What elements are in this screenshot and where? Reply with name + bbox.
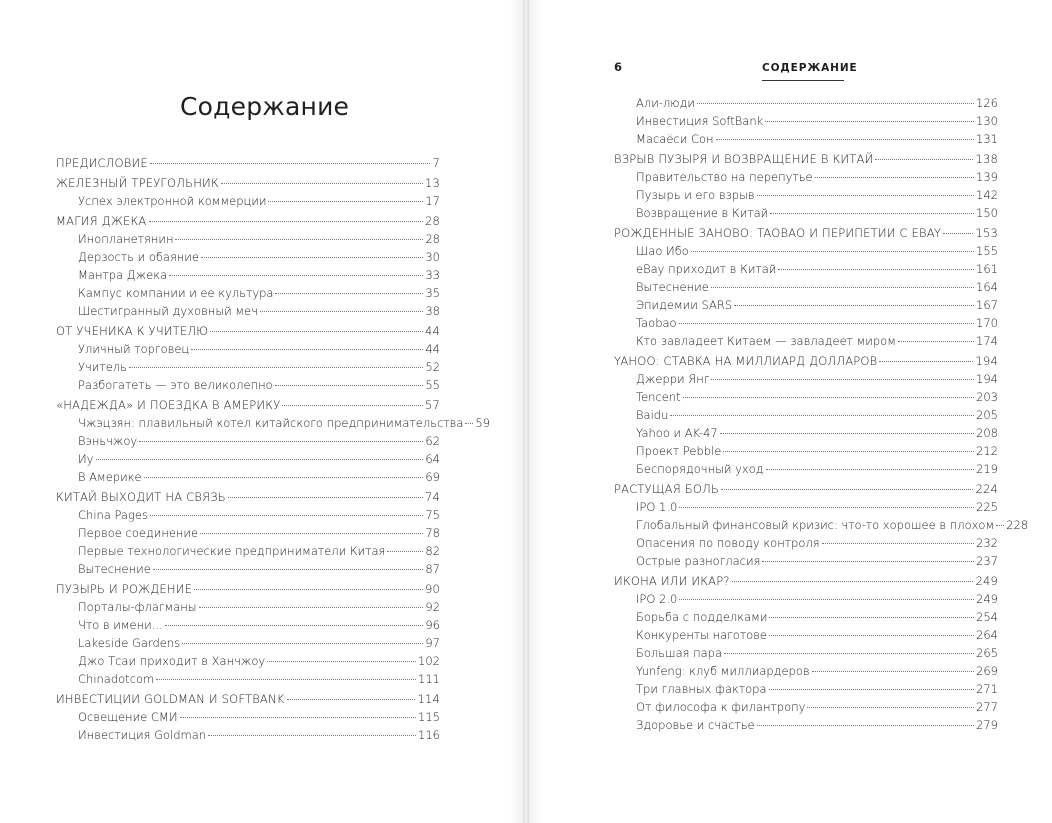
dot-leader [228, 497, 423, 498]
toc-entry-label: КИТАЙ ВЫХОДИТ НА СВЯЗЬ [56, 490, 226, 504]
dot-leader [996, 525, 1004, 526]
toc-entry-page-number: 74 [424, 490, 440, 504]
toc-entry-page-number: 164 [976, 280, 998, 294]
dot-leader [150, 515, 423, 516]
dot-leader [156, 679, 416, 680]
toc-section-entry [614, 662, 998, 680]
dot-leader [778, 269, 974, 270]
toc-entry-page-number: 111 [418, 672, 440, 686]
toc-entry-label: Порталы-флагманы [78, 600, 197, 614]
dot-leader [879, 361, 973, 362]
toc-section-entry [56, 302, 440, 320]
toc-chapter-entry [56, 154, 440, 172]
right-page [529, 0, 1052, 823]
dot-leader [679, 507, 974, 508]
toc-entry-page-number: 116 [418, 728, 440, 742]
toc-section-entry [614, 186, 998, 204]
toc-entry-label: «НАДЕЖДА» И ПОЕЗДКА В АМЕРИКУ [56, 398, 281, 412]
toc-entry-label: МАГИЯ ДЖЕКА [56, 214, 147, 228]
dot-leader [765, 121, 974, 122]
toc-entry-page-number: 249 [975, 574, 998, 588]
toc-entry-label: Первое соединение [78, 526, 199, 540]
toc-entry-page-number: 194 [975, 354, 998, 368]
toc-entry-page-number: 87 [425, 562, 440, 576]
toc-section-entry [614, 388, 998, 406]
dot-leader [199, 607, 424, 608]
toc-entry-label: Первые технологические предприниматели Китая [78, 544, 386, 558]
dot-leader [766, 469, 974, 470]
toc-entry-page-number: 114 [417, 692, 440, 706]
toc-entry-label: Yahoo и AK-47 [636, 426, 718, 440]
dot-leader [153, 569, 424, 570]
toc-entry-label: China Pages [78, 508, 148, 522]
toc-section-entry [56, 652, 440, 670]
dot-leader [275, 293, 423, 294]
toc-chapter-entry [614, 352, 998, 370]
toc-entry-page-number: 82 [425, 544, 440, 558]
left-page [0, 0, 523, 823]
toc-section-entry [56, 266, 440, 284]
dot-leader [812, 671, 974, 672]
toc-entry-label: Уличный торговец [78, 342, 190, 356]
dot-leader [210, 331, 423, 332]
toc-entry-page-number: 155 [976, 244, 998, 258]
toc-section-entry [614, 552, 998, 570]
dot-leader [165, 625, 424, 626]
toc-entry-label: Разбогатеть — это великолепно [78, 378, 273, 392]
toc-entry-page-number: 131 [976, 132, 998, 146]
toc-entry-page-number: 96 [425, 618, 440, 632]
toc-entry-label: Инвестиция SoftBank [636, 114, 764, 128]
dot-leader [691, 251, 974, 252]
toc-entry-label: Шестигранный духовный меч [78, 304, 258, 318]
toc-entry-label: РОЖДЕННЫЕ ЗАНОВО: TAOBAO И ПЕРИПЕТИИ С EBAY [614, 226, 942, 240]
toc-entry-page-number: 161 [976, 262, 998, 276]
toc-chapter-entry [614, 224, 998, 242]
toc-entry-page-number: 219 [976, 462, 998, 476]
dot-leader [275, 385, 424, 386]
toc-entry-page-number: 224 [975, 482, 998, 496]
toc-entry-label: IPO 2.0 [636, 592, 678, 606]
toc-entry-label: Борьба с подделками [636, 610, 768, 624]
toc-entry-label: ИНВЕСТИЦИИ GOLDMAN И SOFTBANK [56, 692, 285, 706]
toc-section-entry [614, 296, 998, 314]
toc-entry-page-number: 249 [976, 592, 998, 606]
page-shadow [529, 0, 543, 823]
page-shadow [509, 0, 523, 823]
toc-entry-label: Большая пара [636, 646, 723, 660]
toc-section-entry [614, 278, 998, 296]
toc-section-entry [614, 680, 998, 698]
dot-leader [822, 543, 975, 544]
dot-leader [182, 643, 423, 644]
toc-entry-page-number: 142 [976, 188, 998, 202]
dot-leader [144, 477, 424, 478]
toc-entry-page-number: 153 [975, 226, 998, 240]
toc-entry-label: Tencent [636, 390, 681, 404]
dot-leader [769, 635, 974, 636]
dot-leader [387, 551, 423, 552]
toc-section-entry [56, 468, 440, 486]
toc-section-entry [614, 442, 998, 460]
toc-entry-page-number: 271 [976, 682, 998, 696]
toc-entry-label: Чжэцзян: плавильный котел китайского предпринимательства [78, 416, 464, 430]
toc-entry-label: Опасения по поводу контроля [636, 536, 820, 550]
toc-entry-label: Масаёси Сон [636, 132, 714, 146]
toc-entry-label: Вытеснение [636, 280, 709, 294]
toc-section-entry [614, 608, 998, 626]
toc-entry-page-number: 62 [425, 434, 440, 448]
toc-entry-page-number: 28 [424, 214, 440, 228]
toc-chapter-entry [56, 396, 440, 414]
dot-leader [679, 323, 974, 324]
toc-entry-page-number: 57 [424, 398, 440, 412]
dot-leader [757, 725, 974, 726]
toc-entry-label: Chinadotcom [78, 672, 155, 686]
toc-section-entry [614, 94, 998, 112]
dot-leader [465, 423, 473, 424]
toc-entry-label: Али-люди [636, 96, 695, 110]
toc-section-entry [614, 242, 998, 260]
toc-entry-label: Вытеснение [78, 562, 151, 576]
dot-leader [723, 451, 974, 452]
toc-entry-label: Проект Pebble [636, 444, 722, 458]
toc-entry-label: Конкуренты наготове [636, 628, 768, 642]
toc-section-entry [56, 506, 440, 524]
toc-section-entry [614, 168, 998, 186]
toc-entry-page-number: 254 [976, 610, 998, 624]
toc-entry-page-number: 265 [976, 646, 998, 660]
toc-entry-page-number: 69 [425, 470, 440, 484]
dot-leader [96, 459, 424, 460]
toc-entry-page-number: 228 [1006, 518, 1029, 532]
toc-entry-label: IPO 1.0 [636, 500, 678, 514]
toc-section-entry [614, 698, 998, 716]
dot-leader [150, 163, 431, 164]
dot-leader [149, 221, 423, 222]
toc-entry-label: Taobao [636, 316, 677, 330]
dot-leader [221, 183, 423, 184]
toc-section-entry [614, 460, 998, 478]
dot-leader [191, 349, 423, 350]
toc-entry-label: Возвращение в Китай [636, 206, 769, 220]
toc-entry-label: Дерзость и обаяние [78, 250, 199, 264]
toc-chapter-entry [56, 212, 440, 230]
toc-section-entry [614, 204, 998, 222]
toc-entry-label: ПРЕДИСЛОВИЕ [56, 156, 148, 170]
toc-entry-page-number: 264 [976, 628, 998, 642]
dot-leader [757, 195, 974, 196]
toc-entry-label: YAHOO: СТАВКА НА МИЛЛИАРД ДОЛЛАРОВ [614, 354, 878, 368]
toc-entry-label: eBay приходит в Китай [636, 262, 777, 276]
dot-leader [180, 717, 417, 718]
dot-leader [670, 415, 974, 416]
dot-leader [679, 599, 974, 600]
toc-section-entry [56, 284, 440, 302]
toc-section-entry [614, 314, 998, 332]
toc-entry-label: Lakeside Gardens [78, 636, 181, 650]
toc-chapter-entry [56, 580, 440, 598]
toc-section-entry [614, 590, 998, 608]
toc-chapter-entry [56, 690, 440, 708]
toc-entry-page-number: 13 [424, 176, 440, 190]
toc-section-entry [56, 616, 440, 634]
running-title: СОДЕРЖАНИЕ [762, 62, 858, 74]
toc-section-entry [56, 726, 440, 744]
dot-leader [711, 379, 974, 380]
toc-section-entry [56, 634, 440, 652]
toc-entry-page-number: 90 [424, 582, 440, 596]
toc-section-entry [614, 130, 998, 148]
toc-entry-page-number: 237 [976, 554, 998, 568]
toc-section-entry [56, 230, 440, 248]
toc-entry-label: Беспорядочный уход [636, 462, 764, 476]
toc-entry-label: Глобальный финансовый кризис: что-то хорошее в плохом [636, 518, 995, 532]
toc-entry-label: Кампус компании и ее культура [78, 286, 274, 300]
dot-leader [943, 233, 973, 234]
toc-chapter-entry [614, 480, 998, 498]
toc-entry-page-number: 139 [976, 170, 998, 184]
toc-entry-page-number: 150 [976, 206, 998, 220]
toc-entry-page-number: 44 [425, 342, 440, 356]
toc-section-entry [614, 370, 998, 388]
toc-entry-page-number: 30 [425, 250, 440, 264]
toc-entry-label: Успех электронной коммерции [78, 194, 267, 208]
toc-entry-page-number: 35 [425, 286, 440, 300]
toc-entry-label: ОТ УЧЕНИКА К УЧИТЕЛЮ [56, 324, 209, 338]
toc-entry-label: Правительство на перепутье [636, 170, 813, 184]
dot-leader [898, 341, 974, 342]
toc-section-entry [56, 598, 440, 616]
toc-section-entry [56, 340, 440, 358]
toc-section-entry [614, 626, 998, 644]
toc-section-entry [56, 376, 440, 394]
dot-leader [208, 735, 416, 736]
dot-leader [711, 287, 974, 288]
toc-entry-page-number: 205 [976, 408, 998, 422]
toc-entry-page-number: 138 [975, 152, 998, 166]
dot-leader [762, 561, 974, 562]
toc-entry-page-number: 167 [976, 298, 998, 312]
toc-entry-page-number: 59 [475, 416, 491, 430]
toc-section-entry [614, 716, 998, 734]
page-number: 6 [614, 60, 623, 74]
dot-leader [720, 433, 974, 434]
dot-leader [268, 201, 423, 202]
toc-section-entry [56, 560, 440, 578]
toc-entry-label: Джо Тсаи приходит в Ханчжоу [78, 654, 266, 668]
running-head [614, 60, 998, 82]
toc-entry-label: Учитель [78, 360, 127, 374]
toc-entry-page-number: 28 [425, 232, 440, 246]
dot-leader [807, 707, 974, 708]
toc-entry-page-number: 225 [976, 500, 998, 514]
toc-entry-page-number: 232 [976, 536, 998, 550]
toc-entry-page-number: 55 [425, 378, 440, 392]
toc-section-entry [56, 358, 440, 376]
dot-leader [721, 489, 973, 490]
toc-entry-label: ИКОНА ИЛИ ИКАР? [614, 574, 730, 588]
toc-entry-page-number: 208 [976, 426, 998, 440]
toc-entry-page-number: 64 [425, 452, 440, 466]
toc-section-entry [56, 414, 491, 432]
toc-entry-label: Шао Ибо [636, 244, 689, 258]
toc-entry-page-number: 130 [976, 114, 998, 128]
dot-leader [769, 689, 975, 690]
dot-leader [129, 367, 423, 368]
toc-entry-page-number: 92 [425, 600, 440, 614]
toc-entry-page-number: 7 [432, 156, 440, 170]
dot-leader [815, 177, 974, 178]
dot-leader [769, 617, 974, 618]
toc-title: Содержание [180, 92, 350, 121]
toc-section-entry [614, 406, 998, 424]
toc-entry-label: Иу [78, 452, 94, 466]
toc-entry-page-number: 212 [976, 444, 998, 458]
toc-entry-page-number: 126 [976, 96, 998, 110]
toc-entry-label: Инвестиция Goldman [78, 728, 207, 742]
toc-chapter-entry [56, 322, 440, 340]
toc-section-entry [614, 332, 998, 350]
toc-entry-label: Освещение СМИ [78, 710, 178, 724]
toc-section-entry [614, 534, 998, 552]
toc-section-entry [56, 192, 440, 210]
dot-leader [169, 275, 423, 276]
toc-entry-label: В Америке [78, 470, 142, 484]
toc-chapter-entry [56, 174, 440, 192]
dot-leader [734, 305, 974, 306]
toc-entry-page-number: 75 [425, 508, 440, 522]
toc-entry-label: Пузырь и его взрыв [636, 188, 755, 202]
toc-entry-label: Мантра Джека [78, 268, 168, 282]
toc-entry-page-number: 279 [976, 718, 998, 732]
dot-leader [260, 311, 423, 312]
dot-leader [139, 441, 423, 442]
toc-entry-label: Здоровье и счастье [636, 718, 755, 732]
toc-chapter-entry [56, 488, 440, 506]
toc-entry-label: Эпидемии SARS [636, 298, 733, 312]
dot-leader [724, 653, 974, 654]
toc-chapter-entry [614, 150, 998, 168]
toc-entry-label: ЖЕЛЕЗНЫЙ ТРЕУГОЛЬНИК [56, 176, 219, 190]
toc-entry-page-number: 78 [425, 526, 440, 540]
toc-entry-label: Вэньчжоу [78, 434, 138, 448]
toc-section-entry [614, 260, 998, 278]
toc-section-entry [56, 708, 440, 726]
dot-leader [282, 405, 423, 406]
toc-entry-label: Кто завладеет Китаем — завладеет миром [636, 334, 896, 348]
toc-entry-label: РАСТУЩАЯ БОЛЬ [614, 482, 720, 496]
toc-list-right [614, 94, 1029, 734]
toc-entry-page-number: 203 [976, 390, 998, 404]
toc-entry-label: Джерри Янг [636, 372, 710, 386]
dot-leader [200, 533, 423, 534]
toc-section-entry [56, 670, 440, 688]
toc-section-entry [614, 516, 1029, 534]
toc-entry-page-number: 174 [976, 334, 998, 348]
toc-entry-label: Что в имени... [78, 618, 163, 632]
toc-entry-page-number: 277 [976, 700, 998, 714]
toc-section-entry [614, 644, 998, 662]
toc-entry-page-number: 52 [425, 360, 440, 374]
toc-entry-label: Baidu [636, 408, 669, 422]
dot-leader [201, 257, 423, 258]
toc-entry-label: Три главных фактора [636, 682, 767, 696]
dot-leader [287, 699, 416, 700]
dot-leader [194, 589, 423, 590]
toc-entry-label: От философа к филантропу [636, 700, 806, 714]
toc-entry-label: Острые разногласия [636, 554, 761, 568]
toc-entry-label: Yunfeng: клуб миллиардеров [636, 664, 810, 678]
toc-entry-page-number: 38 [425, 304, 440, 318]
toc-entry-page-number: 44 [424, 324, 440, 338]
toc-entry-label: ВЗРЫВ ПУЗЫРЯ И ВОЗВРАЩЕНИЕ В КИТАЙ [614, 152, 874, 166]
toc-entry-page-number: 97 [425, 636, 440, 650]
dot-leader [683, 397, 974, 398]
toc-section-entry [56, 450, 440, 468]
toc-entry-page-number: 269 [976, 664, 998, 678]
toc-entry-page-number: 194 [976, 372, 998, 386]
dot-leader [875, 159, 973, 160]
toc-chapter-entry [614, 572, 998, 590]
toc-entry-page-number: 170 [976, 316, 998, 330]
toc-entry-label: ПУЗЫРЬ И РОЖДЕНИЕ [56, 582, 193, 596]
dot-leader [732, 581, 974, 582]
toc-entry-label: Инопланетянин [78, 232, 174, 246]
toc-section-entry [56, 432, 440, 450]
dot-leader [697, 103, 974, 104]
toc-section-entry [614, 498, 998, 516]
dot-leader [267, 661, 416, 662]
running-title-rule [762, 80, 844, 81]
toc-section-entry [614, 112, 998, 130]
dot-leader [770, 213, 974, 214]
toc-section-entry [56, 524, 440, 542]
toc-entry-page-number: 17 [425, 194, 440, 208]
toc-section-entry [56, 542, 440, 560]
dot-leader [716, 139, 974, 140]
toc-list-left [56, 154, 491, 744]
toc-section-entry [614, 424, 998, 442]
toc-entry-page-number: 33 [425, 268, 440, 282]
toc-section-entry [56, 248, 440, 266]
toc-entry-page-number: 102 [418, 654, 440, 668]
dot-leader [175, 239, 423, 240]
toc-entry-page-number: 115 [418, 710, 440, 724]
